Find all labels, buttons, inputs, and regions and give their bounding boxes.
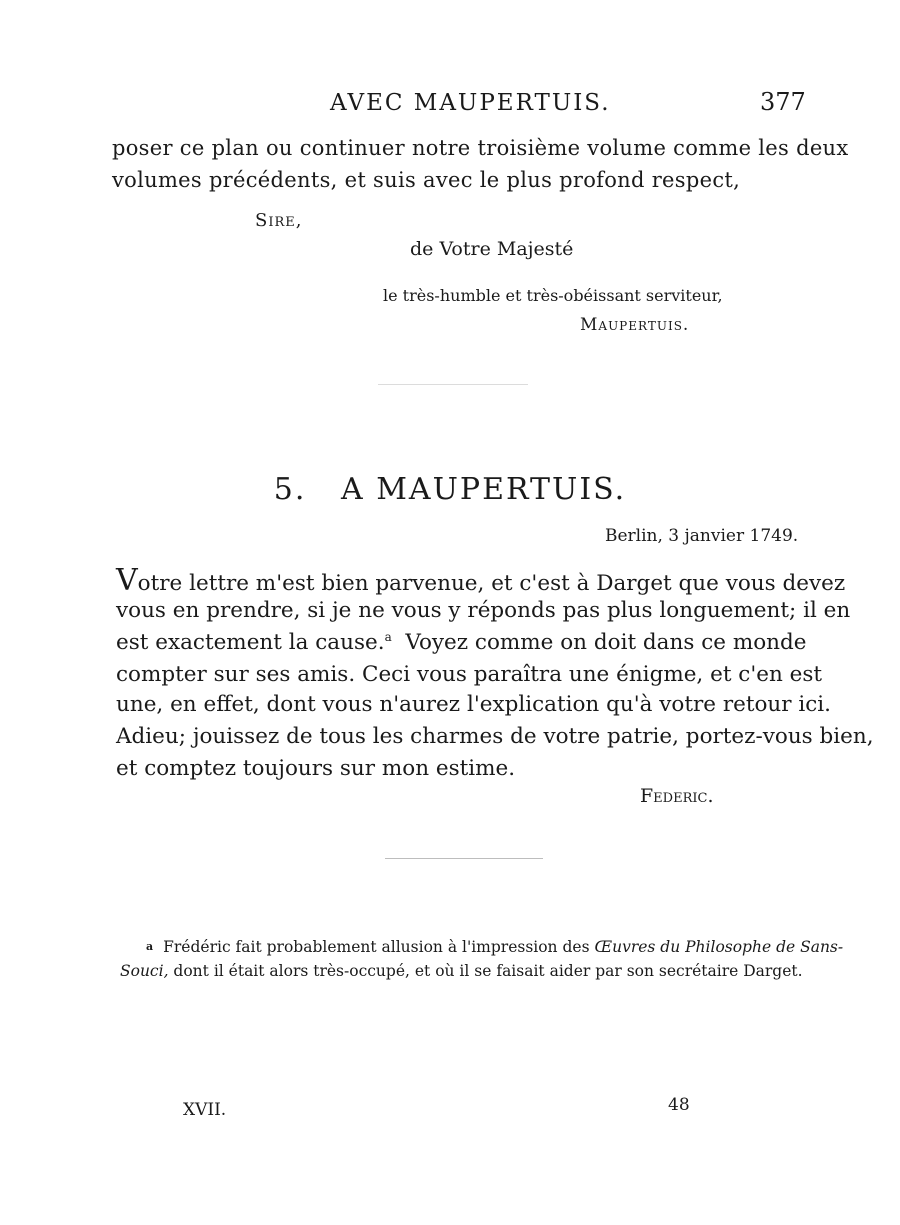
signature-mark: 48: [668, 1095, 690, 1115]
section-divider: [378, 384, 528, 385]
drop-cap: V: [116, 563, 138, 598]
letter-signature: Federic.: [640, 785, 714, 807]
dateline: Berlin, 3 janvier 1749.: [605, 526, 799, 546]
salutation: Sire,: [255, 210, 303, 231]
letter-number: 5.: [273, 472, 307, 507]
letter-line: vous en prendre, si je ne vous y réponds pas plus longuement; il en: [116, 598, 851, 623]
page-number: 377: [760, 88, 806, 116]
footnote-line: a Frédéric fait probablement allusion à l'impression des Œuvres du Philosophe de Sans-: [146, 938, 844, 956]
closing-line: de Votre Majesté: [410, 238, 574, 260]
previous-letter-line: volumes précédents, et suis avec le plus profond respect,: [112, 168, 741, 192]
letter-line: est exactement la cause.$^a$ Voyez comme on doit dans ce monde: [116, 630, 807, 655]
letter-heading: [0, 472, 900, 507]
footnote-reference: a: [384, 630, 392, 644]
footnote-mark: a: [146, 940, 154, 953]
footnote-divider: [385, 858, 543, 859]
letter-line: compter sur ses amis. Ceci vous paraîtra une énigme, et c'en est: [116, 662, 823, 687]
closing-line: le très-humble et très-obéissant serviteur,: [383, 286, 723, 305]
letter-title: A MAUPERTUIS.: [341, 472, 627, 507]
previous-letter-line: poser ce plan ou continuer notre troisième volume comme les deux: [112, 136, 849, 160]
letter-line: Adieu; jouissez de tous les charmes de votre patrie, portez-vous bien,: [116, 724, 874, 749]
previous-signature: Maupertuis.: [580, 315, 690, 335]
volume-number: XVII.: [183, 1100, 227, 1120]
running-title: AVEC MAUPERTUIS.: [330, 90, 611, 116]
letter-line: Votre lettre m'est bien parvenue, et c'est à Darget que vous devez: [116, 563, 846, 598]
letter-line: une, en effet, dont vous n'aurez l'explication qu'à votre retour ici.: [116, 692, 832, 717]
footnote-line: Souci, dont il était alors très-occupé, et où il se faisait aider par son secrétaire Darget.: [120, 962, 803, 980]
letter-line: et comptez toujours sur mon estime.: [116, 756, 516, 781]
